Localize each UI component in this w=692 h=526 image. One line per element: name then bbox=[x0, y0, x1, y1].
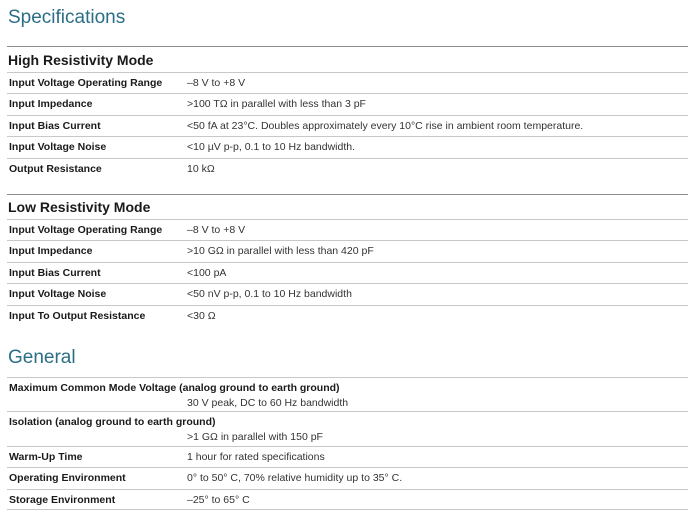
spec-value: <50 nV p-p, 0.1 to 10 Hz bandwidth bbox=[187, 288, 352, 300]
spec-value: 30 V peak, DC to 60 Hz bandwidth bbox=[187, 397, 349, 409]
spec-row bbox=[7, 219, 688, 240]
low-resistivity-heading: Low Resistivity Mode bbox=[8, 199, 151, 215]
spec-row bbox=[7, 72, 688, 93]
specifications-heading: Specifications bbox=[8, 7, 126, 28]
spec-value: >10 GΩ in parallel with less than 420 pF bbox=[187, 245, 374, 257]
spec-label: Input Voltage Operating Range bbox=[9, 77, 163, 89]
spec-label: Input Voltage Noise bbox=[9, 288, 107, 300]
spec-label: Maximum Common Mode Voltage (analog ground to earth ground) bbox=[9, 382, 340, 394]
section-divider bbox=[7, 194, 688, 195]
spec-label: Input Voltage Noise bbox=[9, 141, 107, 153]
spec-row bbox=[7, 262, 688, 283]
spec-row bbox=[7, 467, 688, 489]
spec-label: Input Impedance bbox=[9, 245, 93, 257]
spec-value: <100 pA bbox=[187, 267, 227, 279]
spec-value: 0° to 50° C, 70% relative humidity up to 35° C. bbox=[187, 472, 403, 484]
spec-value: –8 V to +8 V bbox=[187, 77, 246, 89]
spec-row bbox=[7, 446, 688, 467]
spec-row bbox=[7, 411, 688, 446]
spec-row bbox=[7, 136, 688, 158]
spec-row bbox=[7, 93, 688, 115]
spec-value: 1 hour for rated specifications bbox=[187, 451, 325, 463]
spec-label: Input Bias Current bbox=[9, 120, 101, 132]
spec-label: Warm-Up Time bbox=[9, 451, 83, 463]
spec-value: <30 Ω bbox=[187, 310, 216, 322]
spec-value: –8 V to +8 V bbox=[187, 224, 246, 236]
spec-row bbox=[7, 115, 688, 136]
section-divider bbox=[7, 46, 688, 47]
spec-row bbox=[7, 283, 688, 305]
spec-value: >1 GΩ in parallel with 150 pF bbox=[187, 431, 323, 443]
spec-value: 10 kΩ bbox=[187, 163, 215, 175]
spec-label: Isolation (analog ground to earth ground) bbox=[9, 416, 216, 428]
spec-label: Input Impedance bbox=[9, 98, 93, 110]
spec-row bbox=[7, 240, 688, 262]
general-heading: General bbox=[8, 347, 76, 368]
spec-label: Operating Environment bbox=[9, 472, 126, 484]
spec-label: Input Voltage Operating Range bbox=[9, 224, 163, 236]
high-resistivity-heading: High Resistivity Mode bbox=[8, 52, 154, 68]
spec-value: <10 µV p-p, 0.1 to 10 Hz bandwidth. bbox=[187, 141, 356, 153]
spec-value: –25° to 65° C bbox=[187, 494, 250, 506]
spec-value: >100 TΩ in parallel with less than 3 pF bbox=[187, 98, 366, 110]
spec-value: <50 fA at 23°C. Doubles approximately every 10°C rise in ambient room temperature. bbox=[187, 120, 584, 132]
spec-label: Output Resistance bbox=[9, 163, 102, 175]
spec-row bbox=[7, 377, 688, 411]
spec-label: Input Bias Current bbox=[9, 267, 101, 279]
spec-row bbox=[7, 489, 688, 510]
spec-label: Input To Output Resistance bbox=[9, 310, 146, 322]
spec-row bbox=[7, 305, 688, 326]
spec-row bbox=[7, 158, 688, 179]
spec-label: Storage Environment bbox=[9, 494, 116, 506]
